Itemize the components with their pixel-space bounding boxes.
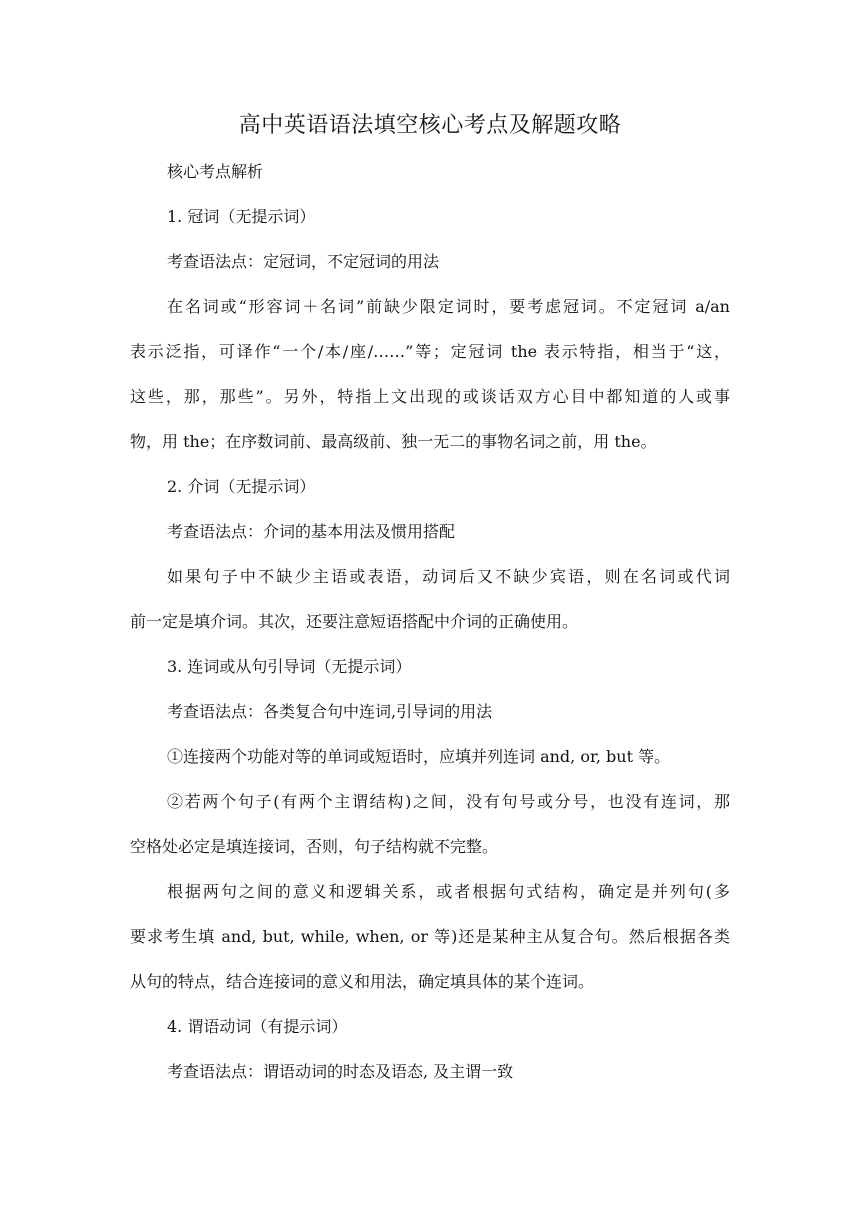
grammar-point: 考查语法点：谓语动词的时态及语态, 及主谓一致: [167, 1062, 514, 1081]
paragraph-line: 前一定是填介词。其次，还要注意短语搭配中介词的正确使用。: [130, 612, 579, 631]
paragraph-line: 这些，那，那些”。另外，特指上文出现的或谈话双方心目中都知道的人或事: [130, 387, 730, 406]
item-heading-articles: 1. 冠词（无提示词）: [167, 207, 316, 226]
paragraph-line: 空格处必定是填连接词，否则，句子结构就不完整。: [130, 837, 499, 856]
paragraph-line: 在名词或“形容词＋名词”前缺少限定词时，要考虑冠词。不定冠词 a/an: [167, 297, 730, 316]
paragraph-line: 要求考生填 and, but, while, when, or 等)还是某种主从复合句。然后根据各类: [130, 927, 730, 946]
item-heading-prepositions: 2. 介词（无提示词）: [167, 477, 316, 496]
paragraph-line: 从句的特点，结合连接词的意义和用法，确定填具体的某个连词。: [130, 972, 595, 991]
grammar-point: 考查语法点：介词的基本用法及惯用搭配: [167, 522, 456, 541]
paragraph-line: ①连接两个功能对等的单词或短语时，应填并列连词 and, or, but 等。: [167, 747, 671, 766]
grammar-point: 考查语法点：各类复合句中连词,引导词的用法: [167, 702, 493, 721]
grammar-point: 考查语法点：定冠词，不定冠词的用法: [167, 252, 440, 271]
document-title: 高中英语语法填空核心考点及解题攻略: [238, 113, 622, 138]
paragraph-line: 表示泛指，可译作“一个/本/座/……”等；定冠词 the 表示特指，相当于“这，: [130, 342, 730, 361]
paragraph-line: 物，用 the；在序数词前、最高级前、独一无二的事物名词之前，用 the。: [130, 432, 657, 451]
item-heading-predicate-verbs: 4. 谓语动词（有提示词）: [167, 1017, 348, 1036]
item-heading-conjunctions: 3. 连词或从句引导词（无提示词）: [167, 657, 412, 676]
paragraph-line: ②若两个句子(有两个主谓结构)之间，没有句号或分号，也没有连词，那: [167, 792, 730, 811]
paragraph-line: 根据两句之间的意义和逻辑关系，或者根据句式结构，确定是并列句(多: [167, 882, 730, 901]
paragraph-line: 如果句子中不缺少主语或表语，动词后又不缺少宾语，则在名词或代词: [167, 567, 730, 586]
section-heading: 核心考点解析: [167, 162, 264, 181]
